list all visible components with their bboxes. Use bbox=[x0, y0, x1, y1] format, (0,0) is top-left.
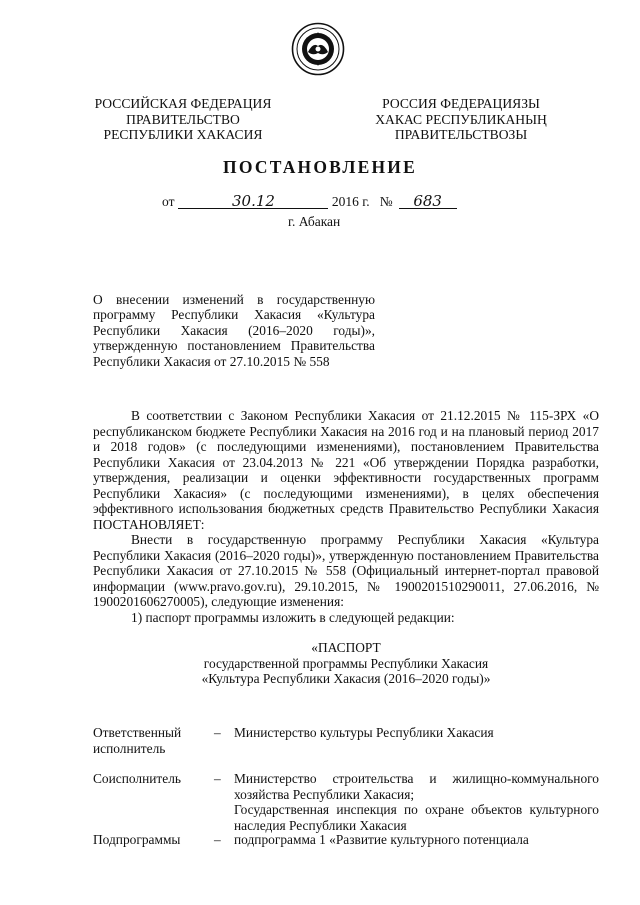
year-label: 2016 г. bbox=[331, 194, 370, 209]
document-subject: О внесении изменений в государственную программу Республики Хакасия «Культура Республики Хакасия (2016–2020 годы)», утвержденную постановлением Правительства Республики Хакасия от 27.10.2015 № 558 bbox=[93, 292, 375, 369]
header-left-line-1: РОССИЙСКАЯ ФЕДЕРАЦИЯ bbox=[94, 96, 272, 111]
passport-heading-line-3: «Культура Республики Хакасия (2016–2020 годы)» bbox=[201, 671, 491, 686]
passport-heading-line-2: государственной программы Республики Хакасия bbox=[203, 655, 489, 671]
number-label: № bbox=[379, 194, 393, 209]
date-prefix: от bbox=[162, 194, 175, 209]
coat-of-arms-emblem bbox=[291, 22, 345, 76]
body-paragraph-1: В соответствии с Законом Республики Хакасия от 21.12.2015 № 115-ЗРХ «О республиканском бюджете Республики Хакасия на 2016 год и на плановый период 2017 и 2018 годов» (с последующими изменениями), постановлением Правительства Республики Хакасия от 23.04.2013 № 221 «Об утверждении Порядка разработки, утверждения, реализации и оценки эффективности государственных программ Республики Хакасия» (с последующими изменениями), в целях обеспечения эффективного использования бюджетных средств Правительство Республики Хакасия ПОСТАНОВЛЯЕТ: bbox=[93, 408, 599, 532]
passport-heading bbox=[93, 640, 599, 687]
header-right-line-1: РОССИЯ ФЕДЕРАЦИЯЗЫ bbox=[382, 96, 540, 111]
body-paragraph-2: Внести в государственную программу Республики Хакасия «Культура Республики Хакасия (2016–2020 годы)», утвержденную постановлением Правительства Республики Хакасия от 27.10.2015 № 558 (Официальный интернет-портал правовой информации (www.pravo.gov.ru), 29.10.2015, № 1900201510290011, 27.06.2016, № 1900201606270005), следующие изменения: bbox=[93, 532, 599, 609]
row-dash: – bbox=[214, 725, 221, 740]
header-left-russian bbox=[88, 96, 278, 143]
row-dash: – bbox=[214, 771, 221, 786]
row-label: Подпрограммы bbox=[93, 832, 181, 847]
row-label: Ответственный исполнитель bbox=[93, 725, 182, 756]
row-value-line: Министерство строительства и жилищно-коммунального хозяйства Республики Хакасия; bbox=[234, 771, 599, 802]
row-label: Соисполнитель bbox=[93, 771, 182, 786]
header-right-khakas bbox=[366, 96, 556, 143]
header-left-line-2: ПРАВИТЕЛЬСТВО bbox=[126, 111, 240, 127]
row-value-line: подпрограмма 1 «Развитие культурного потенциала bbox=[234, 832, 529, 847]
handwritten-date: 30.12 bbox=[178, 194, 328, 209]
row-value bbox=[234, 771, 599, 833]
city-label: г. Абакан bbox=[288, 214, 341, 229]
row-value-line: Министерство культуры Республики Хакасия bbox=[234, 725, 494, 740]
row-value bbox=[234, 832, 599, 848]
header-right-line-2: ХАКАС РЕСПУБЛИКАНЫҢ bbox=[375, 111, 547, 127]
row-value bbox=[234, 725, 599, 741]
handwritten-number: 683 bbox=[399, 194, 457, 209]
document-body bbox=[93, 408, 599, 625]
passport-heading-line-1: «ПАСПОРТ bbox=[311, 640, 381, 655]
date-number-line bbox=[162, 194, 457, 210]
row-value-line: Государственная инспекция по охране объектов культурного наследия Республики Хакасия bbox=[234, 802, 599, 833]
row-dash: – bbox=[214, 832, 221, 847]
document-title: ПОСТАНОВЛЕНИЕ bbox=[223, 157, 417, 177]
body-paragraph-3: 1) паспорт программы изложить в следующей редакции: bbox=[131, 609, 455, 625]
header-right-line-3: ПРАВИТЕЛЬСТВОЗЫ bbox=[394, 127, 528, 142]
header-left-line-3: РЕСПУБЛИКИ ХАКАСИЯ bbox=[103, 127, 263, 142]
